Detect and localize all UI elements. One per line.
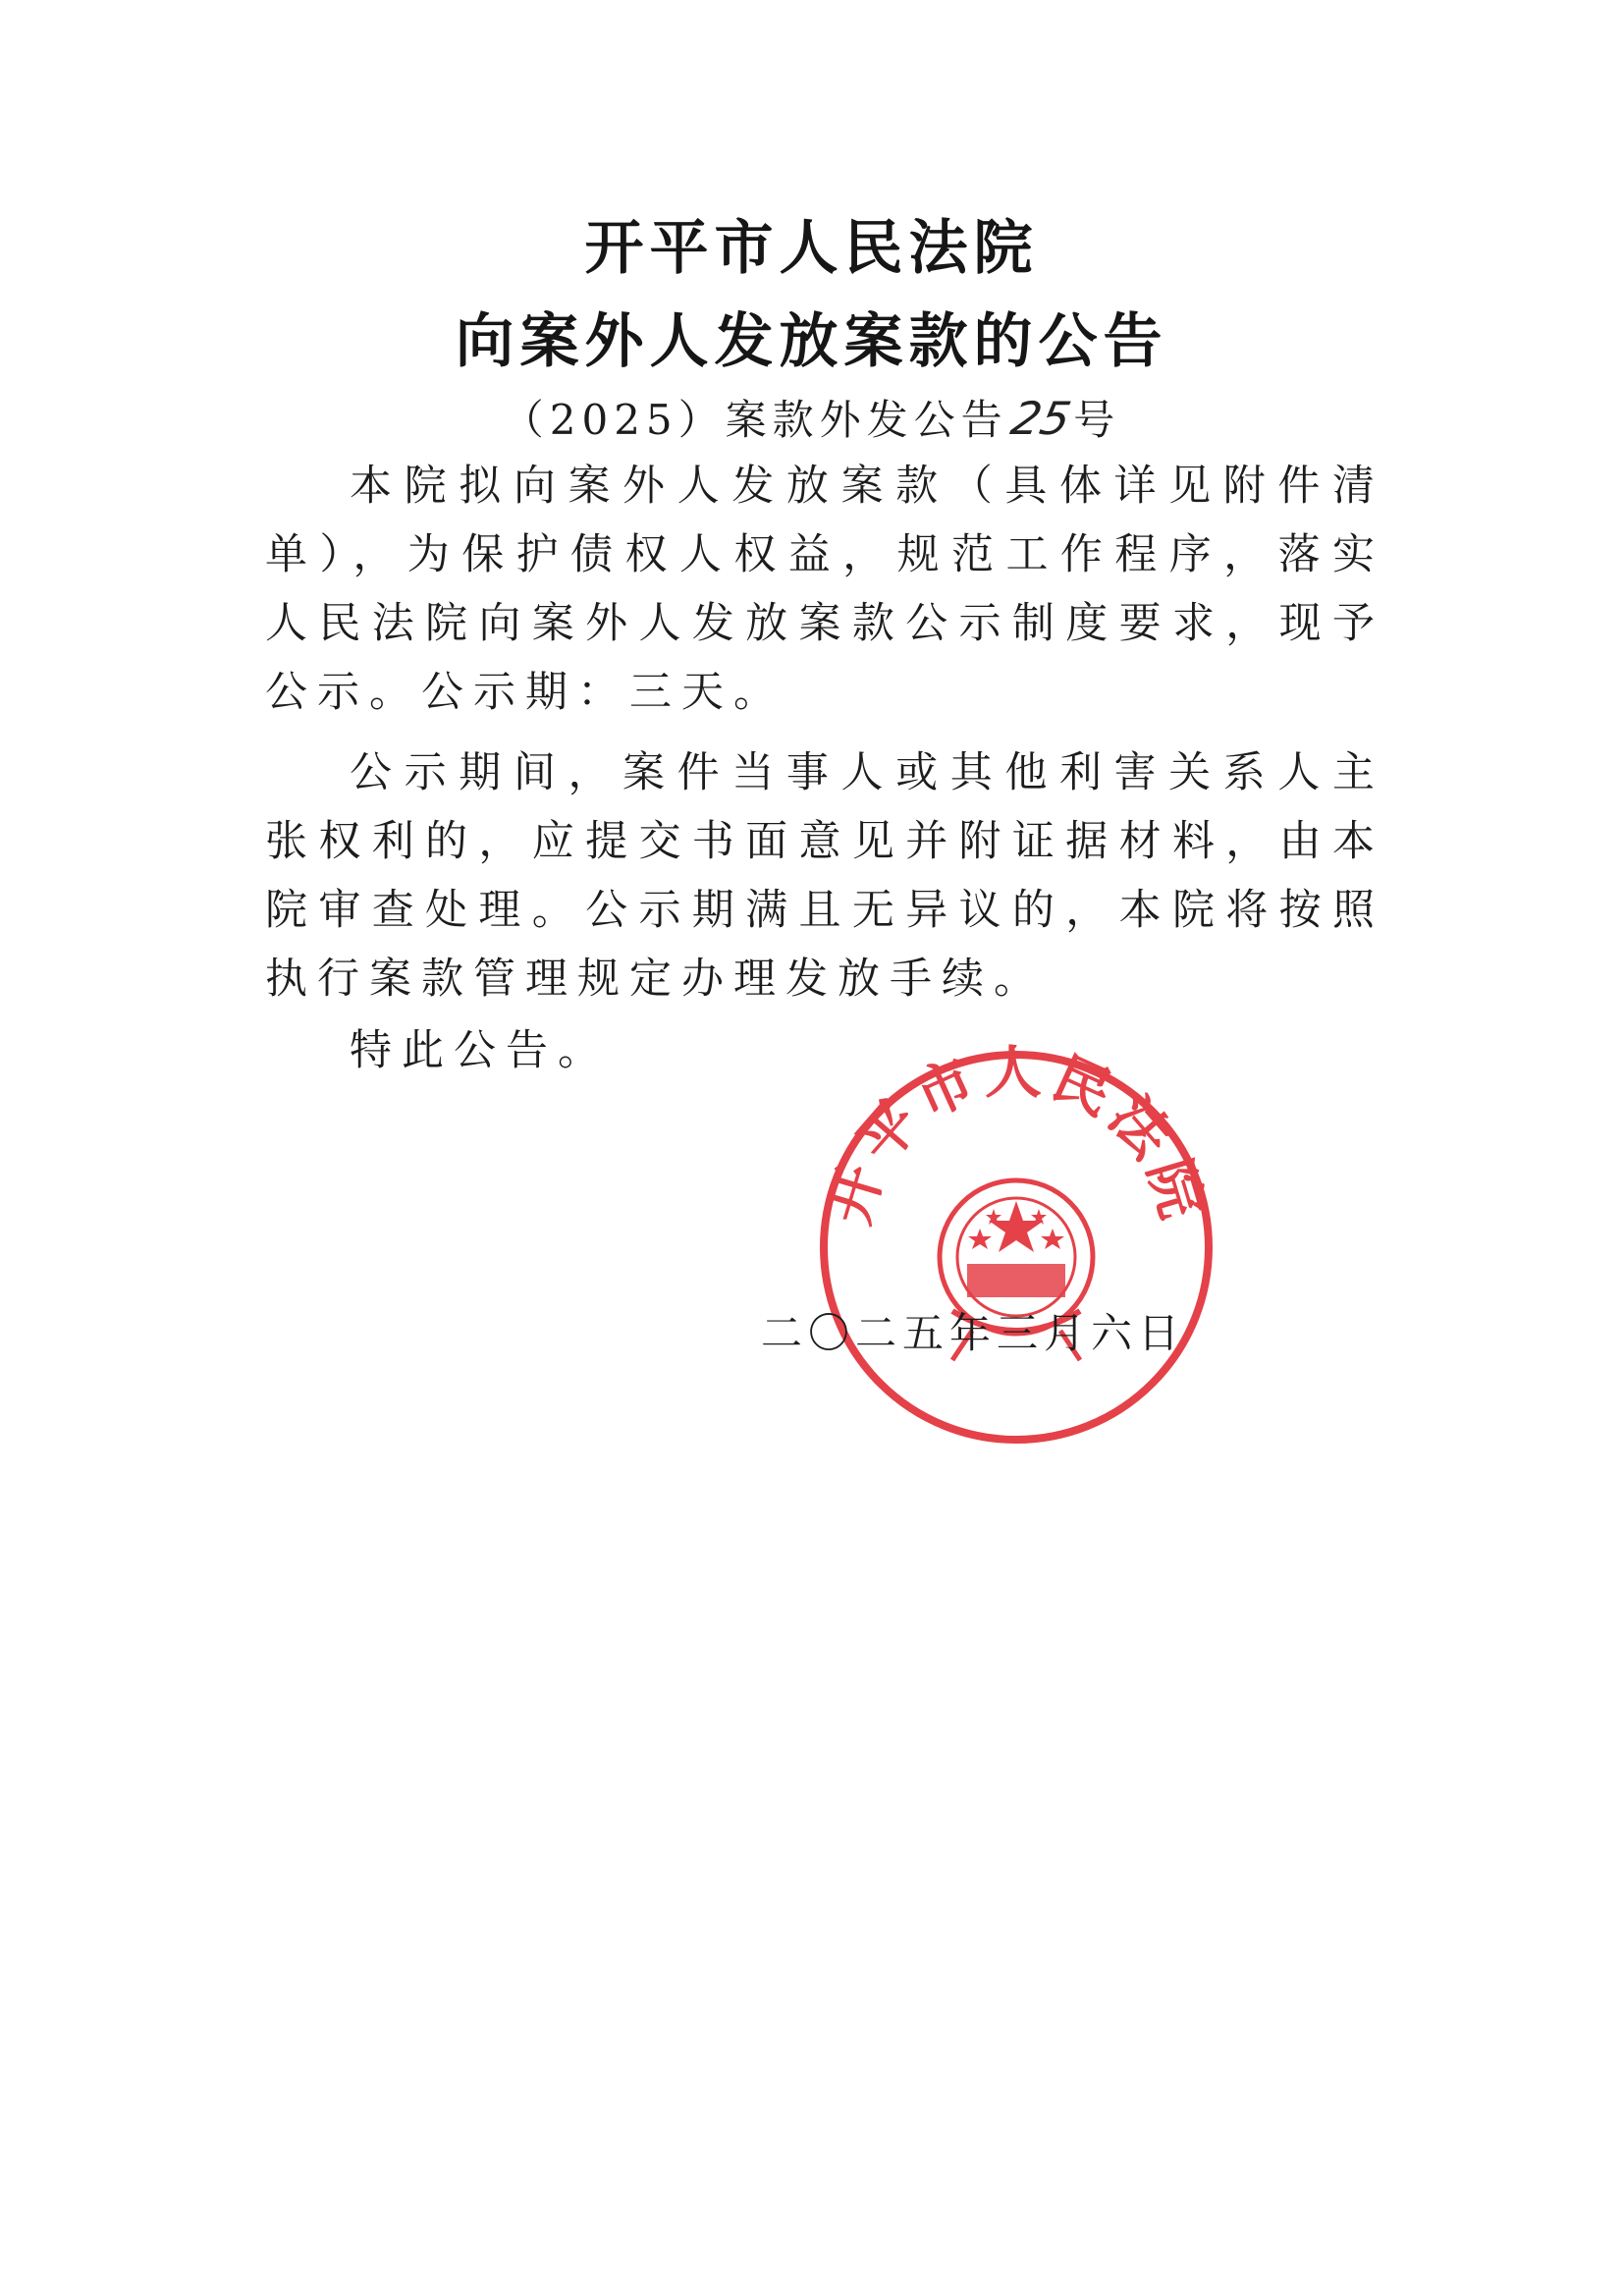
title-court-name: 开平市人民法院 [584,214,1039,283]
court-seal-stamp [805,1036,1227,1458]
doc-number-handwritten: 25 [1005,392,1075,445]
title-announcement: 向案外人发放案款的公告 [455,307,1168,376]
document-number [0,388,1623,447]
issue-date: 二〇二五年三月六日 [761,1309,1186,1357]
doc-number-prefix: （2025）案款外发公告 [502,396,1008,444]
seal-arc-text: 开平市人民法院 [815,1038,1217,1231]
body-paragraph-3: 特此公告。 [350,1026,610,1075]
doc-number-suffix: 号 [1073,396,1121,444]
body-paragraph-1: 本院拟向案外人发放案款（具体详见附件清单），为保护债权人权益，规范工作程序，落实人民法院向案外人发放案款公示制度要求，现予公示。公示期：三天。 [265,462,1384,717]
body-paragraph-2: 公示期间，案件当事人或其他利害关系人主张权利的，应提交书面意见并附证据材料，由本院审查处理。公示期满且无异议的，本院将按照执行案款管理规定办理发放手续。 [265,748,1384,1004]
